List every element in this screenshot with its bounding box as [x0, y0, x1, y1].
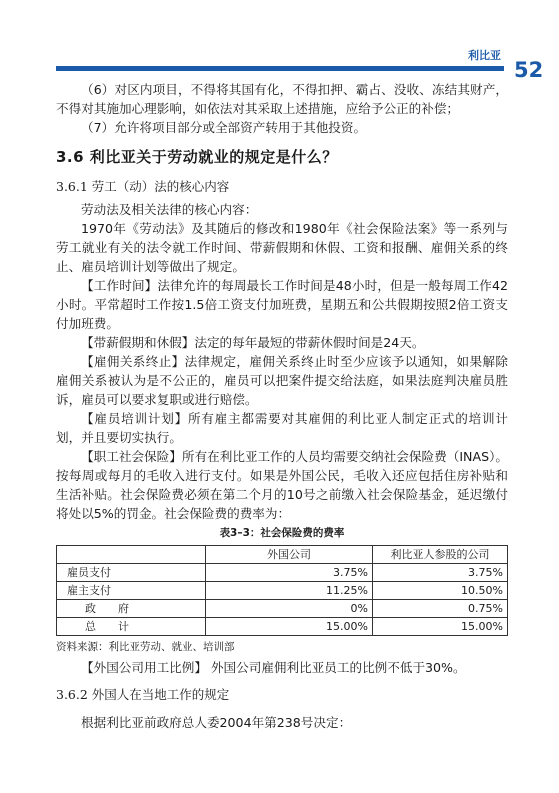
- paragraph: 根据利比亚前政府总人委2004年第238号决定：: [81, 715, 352, 730]
- table-cell: 3.75%: [373, 564, 508, 582]
- source-note: 资料来源：利比亚劳动、就业、培训部: [56, 641, 235, 653]
- page-body: [56, 80, 508, 732]
- table-cell: 政 府: [57, 600, 206, 618]
- table-header-cell: [57, 546, 206, 564]
- table-cell: 15.00%: [206, 618, 373, 636]
- table-header-row: [57, 546, 508, 564]
- paragraph: （6）对区内项目，不得将其国有化，不得扣押、霸占、没收、冻结其财产，不得对其施加心理影响，如依法对其采取上述措施，应给予公正的补偿；: [56, 82, 508, 116]
- table-cell: 10.50%: [373, 582, 508, 600]
- table-row: [57, 600, 508, 618]
- table-cell: 雇员支付: [57, 564, 206, 582]
- paragraph: 1970年《劳动法》及其随后的修改和1980年《社会保险法案》等一系列与劳工就业有关的法令就工作时间、带薪假期和休假、工资和报酬、雇佣关系的终止、雇员培训计划等做出了规定。: [56, 221, 508, 274]
- paragraph: 【工作时间】法律允许的每周最长工作时间是48小时，但是一般每周工作42小时。平常超时工作按1.5倍工资支付加班费，星期五和公共假期按照2倍工资支付加班费。: [56, 278, 508, 331]
- paragraph: 【带薪假期和休假】法定的每年最短的带薪休假时间是24天。: [81, 335, 425, 350]
- table-cell: 0.75%: [373, 600, 508, 618]
- table-cell: 15.00%: [373, 618, 508, 636]
- table-cell: 3.75%: [206, 564, 373, 582]
- section-heading: 3.6 利比亚关于劳动就业的规定是什么？: [56, 148, 338, 166]
- paragraph: 劳动法及相关法律的核心内容：: [81, 202, 258, 217]
- table-cell: 0%: [206, 600, 373, 618]
- table-caption: 表3–3：社会保险费的费率: [219, 527, 345, 539]
- insurance-rate-table: [56, 545, 508, 636]
- table-row: [57, 564, 508, 582]
- table-header-cell: 利比亚人参股的公司: [373, 546, 508, 564]
- subsection-heading: 3.6.1 劳工（动）法的核心内容: [56, 179, 230, 194]
- subsection-heading: 3.6.2 外国人在当地工作的规定: [56, 687, 230, 702]
- table-row: [57, 582, 508, 600]
- paragraph: 【外国公司用工比例】 外国公司雇佣利比亚员工的比例不低于30%。: [81, 660, 466, 675]
- table-row: [57, 618, 508, 636]
- paragraph: （7）允许将项目部分或全部资产转用于其他投资。: [81, 120, 367, 135]
- table-cell: 总 计: [57, 618, 206, 636]
- table-header-cell: 外国公司: [206, 546, 373, 564]
- paragraph: 【雇员培训计划】所有雇主都需要对其雇佣的利比亚人制定正式的培训计划，并且要切实执行。: [56, 411, 508, 445]
- header-rule: [56, 66, 504, 71]
- paragraph: 【职工社会保险】所有在利比亚工作的人员均需要交纳社会保险费（INAS）。按每周或每月的毛收入进行支付。如果是外国公民，毛收入还应包括住房补贴和生活补贴。社会保险费必须在第二个月的10号之前缴入社会保险基金，延迟缴付将处以5%的罚金。社会保险费的费率为：: [56, 449, 508, 521]
- table-cell: 雇主支付: [57, 582, 206, 600]
- table-cell: 11.25%: [206, 582, 373, 600]
- page-number: 52: [514, 58, 544, 82]
- paragraph: 【雇佣关系终止】法律规定，雇佣关系终止时至少应该予以通知，如果解除雇佣关系被认为是不公正的，雇员可以把案件提交给法庭，如果法庭判决雇员胜诉，雇员可以要求复职或进行赔偿。: [56, 354, 508, 407]
- header-title: 利比亚: [468, 49, 501, 62]
